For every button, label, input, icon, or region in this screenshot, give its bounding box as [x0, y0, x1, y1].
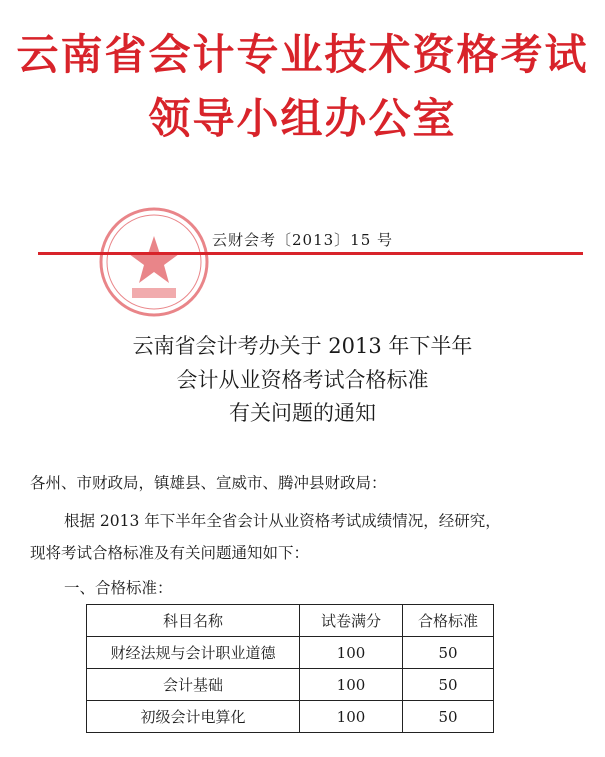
cell-full-score: 100	[300, 637, 403, 669]
issuer-name-line1: 云南省会计专业技术资格考试	[16, 30, 589, 79]
cell-subject: 初级会计电算化	[87, 701, 300, 733]
cell-subject: 财经法规与会计职业道德	[87, 637, 300, 669]
column-header-pass-score: 合格标准	[403, 605, 494, 637]
issuer-name-line2: 领导小组办公室	[148, 94, 457, 143]
table-row	[87, 701, 494, 733]
paragraph1-line2: 现将考试合格标准及有关问题通知如下：	[30, 544, 310, 562]
table-header-row	[87, 605, 494, 637]
column-header-full-score: 试卷满分	[300, 605, 403, 637]
notice-title-line2: 会计从业资格考试合格标准	[176, 368, 429, 392]
cell-pass-score: 50	[403, 701, 494, 733]
document-number: 云财会考〔2013〕15 号	[211, 231, 394, 249]
passing-standard-table	[86, 604, 494, 733]
cell-subject: 会计基础	[87, 669, 300, 701]
table-row	[87, 669, 494, 701]
cell-pass-score: 50	[403, 669, 494, 701]
notice-title-line1: 云南省会计考办关于 2013 年下半年	[132, 334, 473, 358]
cell-full-score: 100	[300, 669, 403, 701]
cell-full-score: 100	[300, 701, 403, 733]
column-header-subject: 科目名称	[87, 605, 300, 637]
official-seal	[96, 204, 212, 320]
section1-heading: 一、合格标准：	[64, 579, 173, 597]
cell-pass-score: 50	[403, 637, 494, 669]
table-row	[87, 637, 494, 669]
paragraph1-line1: 根据 2013 年下半年全省会计从业资格考试成绩情况，经研究，	[64, 512, 501, 530]
header-divider	[38, 252, 583, 255]
addressee: 各州、市财政局，镇雄县、宣威市、腾冲县财政局：	[30, 474, 387, 492]
notice-title-line3: 有关问题的通知	[229, 401, 376, 425]
